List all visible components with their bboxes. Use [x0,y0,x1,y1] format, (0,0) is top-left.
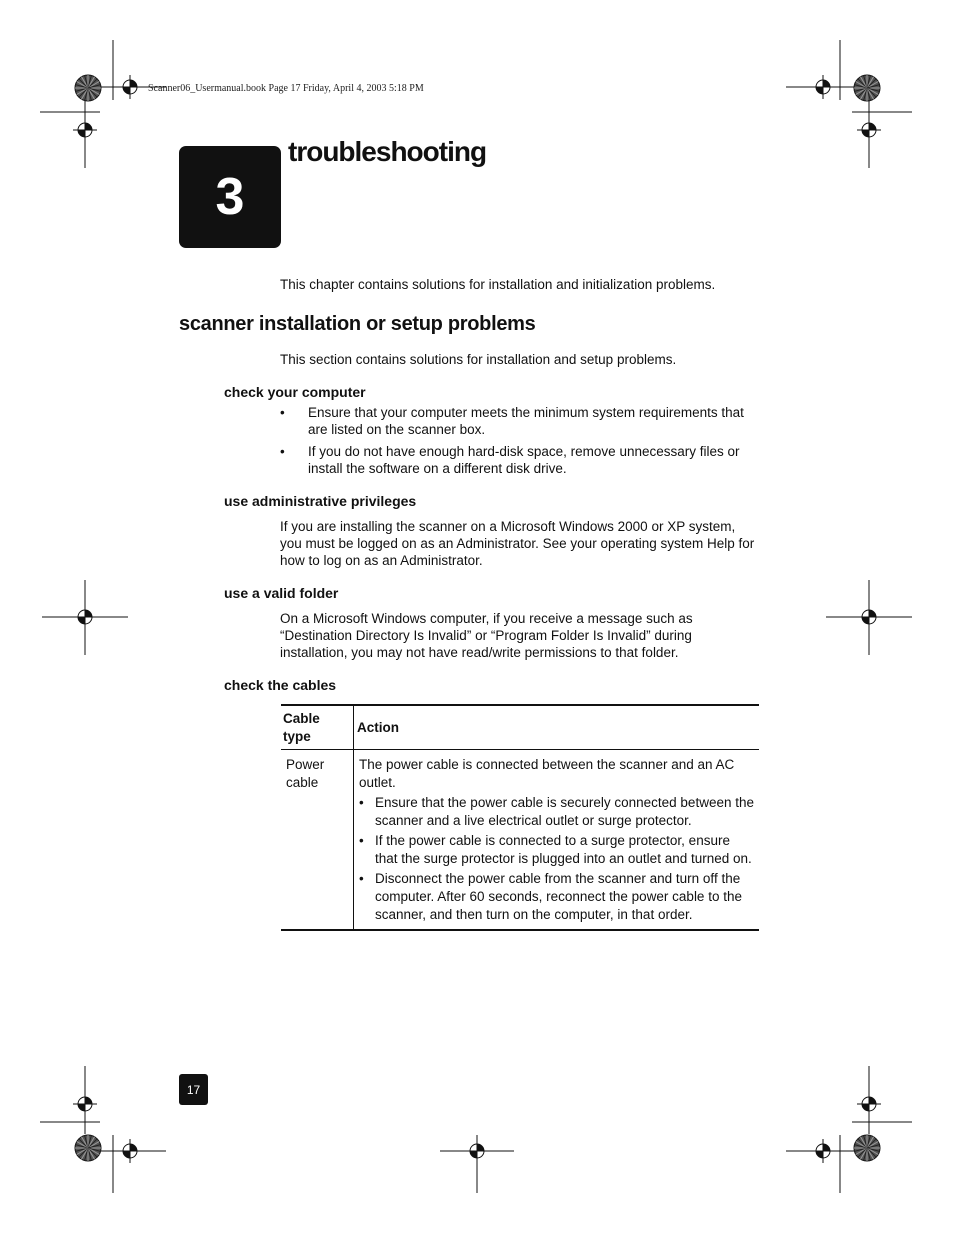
table-row [281,750,759,931]
list-item [359,832,754,868]
section-heading: scanner installation or setup problems [179,313,536,335]
chapter-title: troubleshooting [288,136,487,167]
chapter-intro: This chapter contains solutions for installation and initialization problems. [280,277,716,292]
registration-mark-icon [811,75,835,99]
action-list [359,794,754,924]
column-header-cable-type: Cable type [281,705,354,750]
section-intro: This section contains solutions for installation and setup problems. [280,352,677,367]
bullet-glyph: • [280,405,285,420]
color-bar-starburst-icon [854,1135,880,1161]
color-bar-starburst-icon [75,75,101,101]
page-number-box [179,1074,208,1105]
subheading-admin-privileges: use administrative privileges [224,493,417,509]
registration-mark-icon [857,118,881,142]
registration-mark-icon [465,1139,489,1163]
table-header-row [281,705,759,750]
registration-mark-icon [118,75,142,99]
bullet-glyph: • [359,795,364,810]
bullet-text: Ensure that your computer meets the minimum system requirements that are listed on the scanner box. [308,405,744,437]
action-intro: The power cable is connected between the scanner and an AC outlet. [359,757,735,790]
page-number: 17 [186,1082,201,1097]
list-item [280,443,760,477]
subheading-check-cables: check the cables [224,677,337,693]
registration-mark-icon [857,1092,881,1116]
registration-mark-icon [73,118,97,142]
bullet-text: Disconnect the power cable from the scanner and turn off the computer. After 60 seconds, reconnect the power cable to the scanner, and then turn on the computer, in that order. [375,871,742,922]
print-slug: Scanner06_Usermanual.book Page 17 Friday, April 4, 2003 5:18 PM [148,83,424,94]
bullet-text: Ensure that the power cable is securely connected between the scanner and a live electrical outlet or surge protector. [375,795,754,828]
bullet-glyph: • [359,871,364,886]
registration-mark-icon [811,1139,835,1163]
folder-paragraph: On a Microsoft Windows computer, if you receive a message such as “Destination Directory Is Invalid” or “Program Folder Is Invalid” during installation, you may not have read/write permissions to that folder. [280,611,693,660]
cable-table [281,704,759,931]
cable-type-cell: Power cable [281,750,354,931]
chapter-number: 3 [215,168,245,226]
list-item [359,794,754,830]
bullet-glyph: • [359,833,364,848]
registration-mark-icon [73,1092,97,1116]
bullet-text: If the power cable is connected to a surge protector, ensure that the surge protector is plugged into an outlet and turned on. [375,833,752,866]
bullet-text: If you do not have enough hard-disk space, remove unnecessary files or install the software on a different disk drive. [308,444,740,476]
admin-paragraph: If you are installing the scanner on a Microsoft Windows 2000 or XP system, you must be logged on as an Administrator. See your operating system Help for how to log on as an Administrator. [280,519,755,568]
color-bar-starburst-icon [854,75,880,101]
registration-mark-icon [73,605,97,629]
list-item [280,404,760,438]
action-cell [354,750,760,931]
color-bar-starburst-icon [75,1135,101,1161]
registration-mark-icon [857,605,881,629]
registration-mark-icon [118,1139,142,1163]
bullet-glyph: • [280,444,285,459]
subheading-check-computer: check your computer [224,384,366,400]
column-header-action: Action [354,705,760,750]
list-item [359,870,754,924]
chapter-number-box [179,146,281,248]
subheading-valid-folder: use a valid folder [224,585,339,601]
